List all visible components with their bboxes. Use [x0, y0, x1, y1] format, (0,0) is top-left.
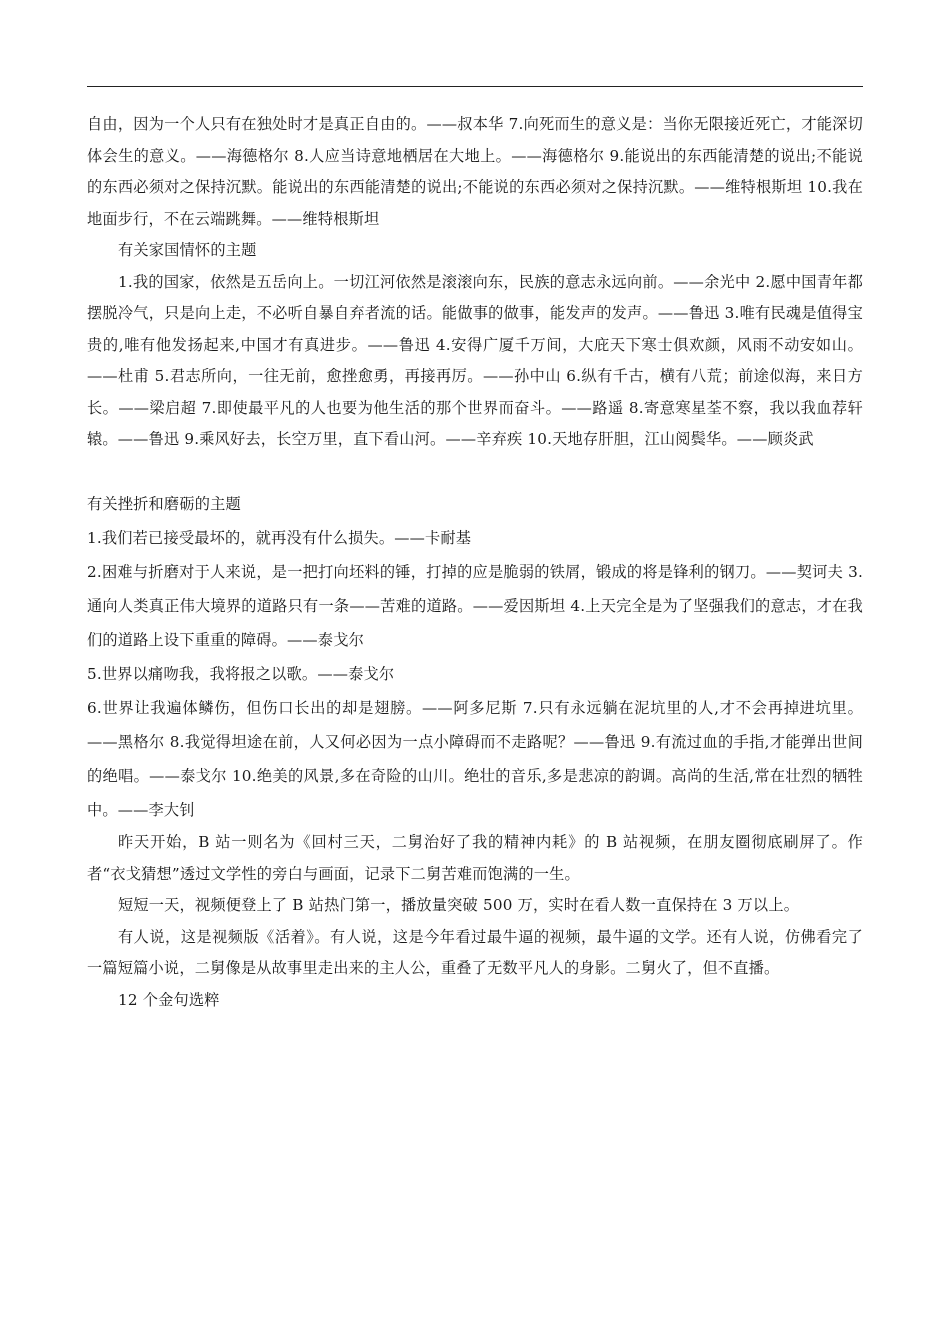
- blank-line: [87, 456, 863, 488]
- patriotism-quotes-block: 1.我的国家，依然是五岳向上。一切江河依然是滚滚向东，民族的意志永远向前。——余光中 2.愿中国青年都摆脱冷气，只是向上走，不必听自暴自弃者流的话。能做事的做事，能发声的发声。——鲁迅 3.唯有民魂是值得宝贵的,唯有他发扬起来,中国才有真进步。——鲁迅 4.安得广厦千万间，大庇天下寒士俱欢颜，风雨不动安如山。——杜甫 5.君志所向，一往无前，愈挫愈勇，再接再厉。——孙中山 6.纵有千古，横有八荒；前途似海，来日方长。——梁启超 7.即使最平凡的人也要为他生活的那个世界而奋斗。——路遥 8.寄意寒星荃不察，我以我血荐轩辕。——鲁迅 9.乘风好去，长空万里，直下看山河。——辛弃疾 10.天地存肝胆，江山阅鬓华。——顾炎武: [87, 272, 863, 448]
- adversity-quotes-2-4: 2.困难与折磨对于人来说，是一把打向坯料的锤，打掉的应是脆弱的铁屑，锻成的将是锋利的钢刀。——契诃夫 3.通向人类真正伟大境界的道路只有一条——苦难的道路。——爱因斯坦 4.上天完全是为了坚强我们的意志，才在我们的道路上设下重重的障碍。——泰戈尔: [87, 563, 863, 649]
- adversity-quote-1: 1.我们若已接受最坏的，就再没有什么损失。——卡耐基: [87, 529, 472, 547]
- bilibili-paragraph-3: 有人说，这是视频版《活着》。有人说，这是今年看过最牛逼的视频，最牛逼的文学。还有人说，仿佛看完了一篇短篇小说，二舅像是从故事里走出来的主人公，重叠了无数平凡人的身影。二舅火了，但不直播。: [87, 927, 863, 977]
- section-heading-quotes: 12 个金句选粹: [118, 990, 220, 1009]
- bilibili-paragraph-2: 短短一天，视频便登上了 B 站热门第一，播放量突破 500 万，实时在看人数一直保持在 3 万以上。: [118, 896, 800, 914]
- header-rule: [87, 86, 863, 87]
- adversity-quotes-6-10: 6.世界让我遍体鳞伤，但伤口长出的却是翅膀。——阿多尼斯 7.只有永远躺在泥坑里的人,才不会再掉进坑里。——黑格尔 8.我觉得坦途在前，人又何必因为一点小障碍而不走路呢？——鲁迅 9.有流过血的手指,才能弹出世间的绝唱。——泰戈尔 10.绝美的风景,多在奇险的山川。绝壮的音乐,多是悲凉的韵调。高尚的生活,常在壮烈的牺牲中。——李大钊: [87, 699, 863, 819]
- adversity-section: [87, 487, 863, 827]
- bilibili-paragraph-1: 昨天开始，B 站一则名为《回村三天，二舅治好了我的精神内耗》的 B 站视频，在朋友圈彻底刷屏了。作者“衣戈猜想”透过文学性的旁白与画面，记录下二舅苦难而饱满的一生。: [87, 833, 863, 883]
- adversity-quote-5: 5.世界以痛吻我，我将报之以歌。——泰戈尔: [87, 665, 395, 683]
- philosophy-quotes-block: 自由，因为一个人只有在独处时才是真正自由的。——叔本华 7.向死而生的意义是：当你无限接近死亡，才能深切体会生的意义。——海德格尔 8.人应当诗意地栖居在大地上。——海德格尔 9.能说出的东西能清楚的说出;不能说的东西必须对之保持沉默。能说出的东西能清楚的说出;不能说的东西必须对之保持沉默。——维特根斯坦 10.我在地面步行，不在云端跳舞。——维特根斯坦: [87, 115, 863, 228]
- section-heading-adversity: 有关挫折和磨砺的主题: [87, 495, 241, 513]
- document-body: [87, 109, 863, 1016]
- section-heading-patriotism: 有关家国情怀的主题: [118, 241, 257, 259]
